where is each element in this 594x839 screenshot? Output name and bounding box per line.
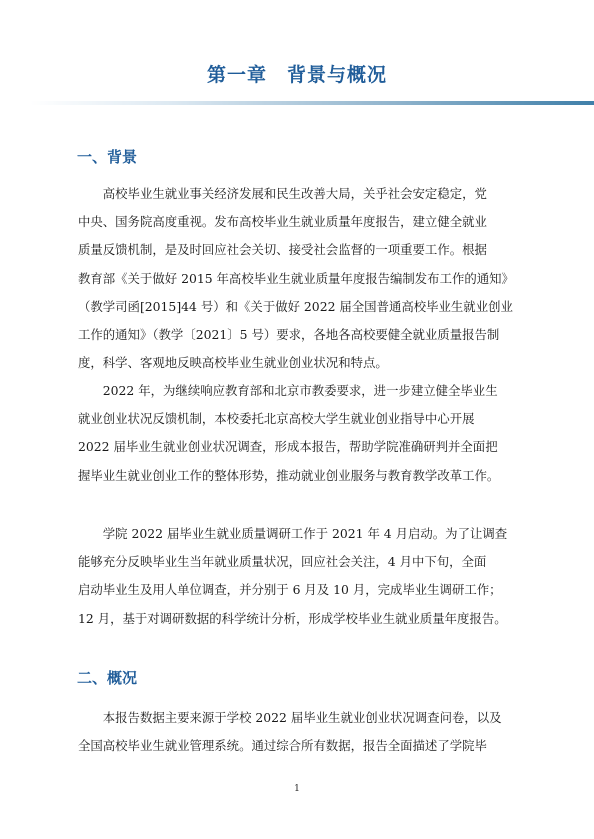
text-line: 工作的通知》（教学〔2021〕5 号）要求，各地各高校要健全就业质量报告制 [78,327,500,343]
title-underline [30,101,594,105]
text-line: 教育部《关于做好 2015 年高校毕业生就业质量年度报告编制发布工作的通知》 [78,270,514,286]
text-line: 就业创业状况反馈机制，本校委托北京高校大学生就业创业指导中心开展 [78,411,475,427]
section-heading-overview: 二、概况 [77,669,138,687]
text-line: 质量反馈机制，是及时回应社会关切、接受社会监督的一项重要工作。根据 [78,242,487,258]
text-line: 握毕业生就业创业工作的整体形势，推动就业创业服务与教育教学改革工作。 [78,467,500,483]
paragraph-background-2 [78,377,546,490]
text-line: 2022 届毕业生就业创业状况调查，形成本报告，帮助学院准确研判并全面把 [78,439,498,455]
text-line: 2022 年，为继续响应教育部和北京市教委要求，进一步建立健全毕业生 [78,383,498,398]
text-line: 本报告数据主要来源于学校 2022 届毕业生就业创业状况调查问卷，以及 [78,710,502,725]
paragraph-overview-1 [78,704,546,760]
text-line: 启动毕业生及用人单位调查，并分别于 6 月及 10 月，完成毕业生调研工作； [78,582,502,598]
text-line: 12 月，基于对调研数据的科学统计分析，形成学校毕业生就业质量年度报告。 [78,610,507,626]
page-number: 1 [294,784,300,794]
text-line: 中央、国务院高度重视。发布高校毕业生就业质量年度报告，建立健全就业 [78,214,487,230]
paragraph-background-1 [78,180,546,377]
text-line: 全国高校毕业生就业管理系统。通过综合所有数据，报告全面描述了学院毕 [78,738,487,754]
paragraph-background-3 [78,520,546,633]
text-line: （教学司函[2015]44 号）和《关于做好 2022 届全国普通高校毕业生就业创业 [78,298,513,314]
text-line: 学院 2022 届毕业生就业质量调研工作于 2021 年 4 月启动。为了让调查 [78,526,508,541]
text-line: 能够充分反映毕业生当年就业质量状况，回应社会关注，4 月中下旬，全面 [78,554,487,570]
chapter-title: 第一章 背景与概况 [206,64,387,86]
text-line: 高校毕业生就业事关经济发展和民生改善大局，关乎社会安定稳定，党 [78,186,487,201]
text-line: 度，科学、客观地反映高校毕业生就业创业状况和特点。 [78,355,388,371]
section-heading-background: 一、背景 [77,148,138,166]
